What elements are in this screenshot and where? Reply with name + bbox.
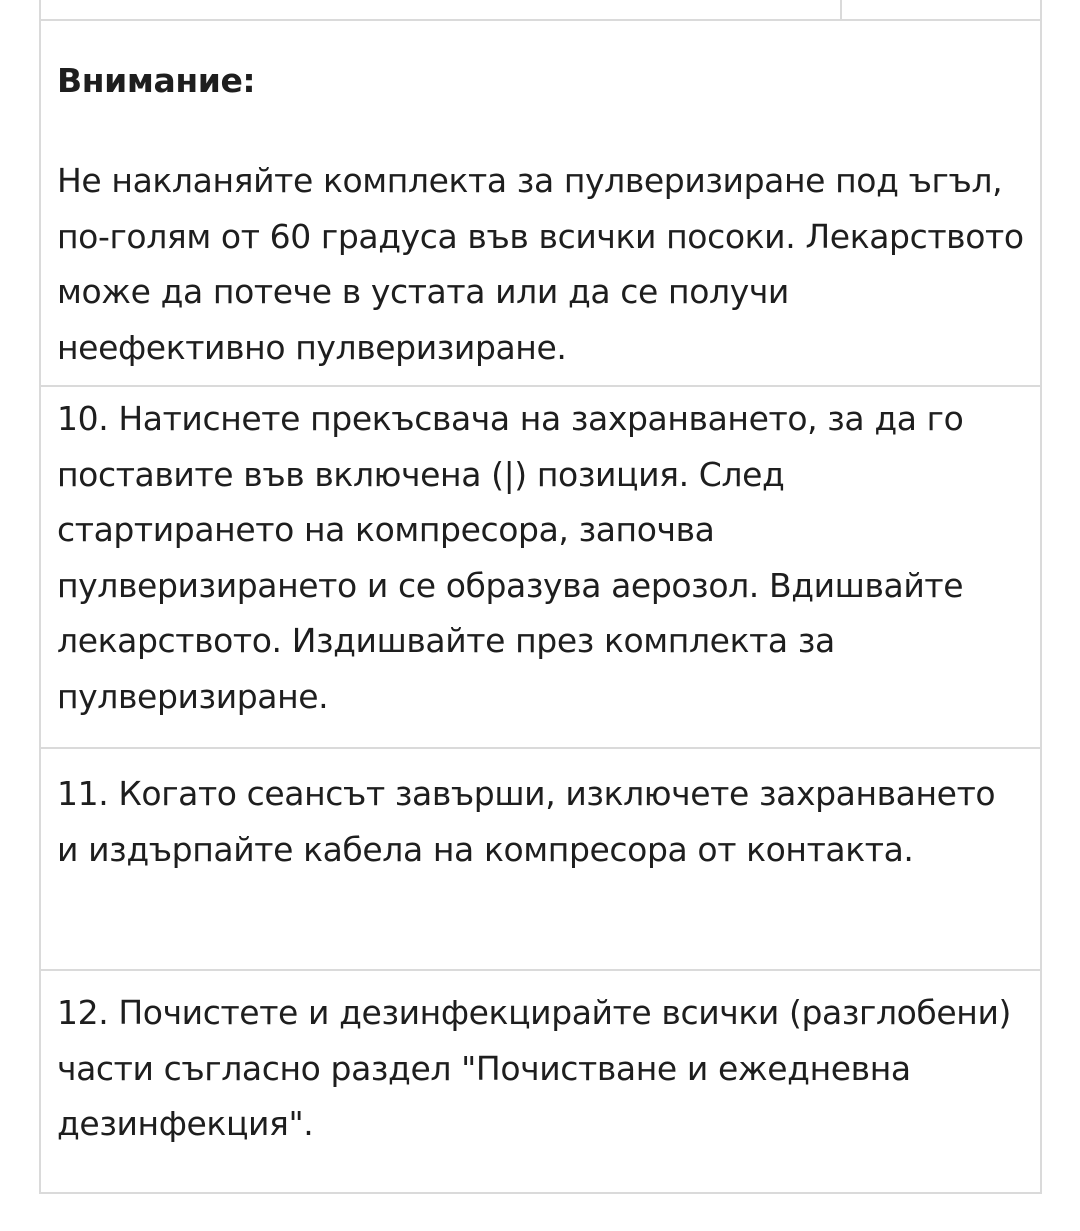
previous-table-row bbox=[41, 0, 1040, 21]
step-11-cell bbox=[41, 749, 1040, 971]
step-12-text: 12. Почистете и дезинфекцирайте всички (разглобени) части съгласно раздел "Почистване и ежедневна дезинфекция". bbox=[57, 993, 1011, 1143]
column-divider bbox=[840, 0, 842, 19]
step-12-cell bbox=[41, 971, 1040, 1192]
warning-cell bbox=[41, 21, 1040, 387]
step-10-text: 10. Натиснете прекъсвача на захранването, за да го поставите във включена (|) позиция. След стартирането на компресора, започва пулверизирането и се образува аерозол. Вдишвайте лекарството. Издишвайте през комплекта за пулверизиране. bbox=[57, 399, 964, 716]
warning-heading: Внимание: bbox=[57, 61, 256, 100]
warning-text: Не накланяйте комплекта за пулверизиране под ъгъл, по-голям от 60 градуса във всички посоки. Лекарството може да потече в устата или да се получи неефективно пулверизиране. bbox=[57, 161, 1024, 367]
step-11-text: 11. Когато сеансът завърши, изключете захранването и издърпайте кабела на компресора от контакта. bbox=[57, 774, 996, 869]
step-10-cell bbox=[41, 387, 1040, 749]
instructions-table bbox=[39, 0, 1042, 1194]
